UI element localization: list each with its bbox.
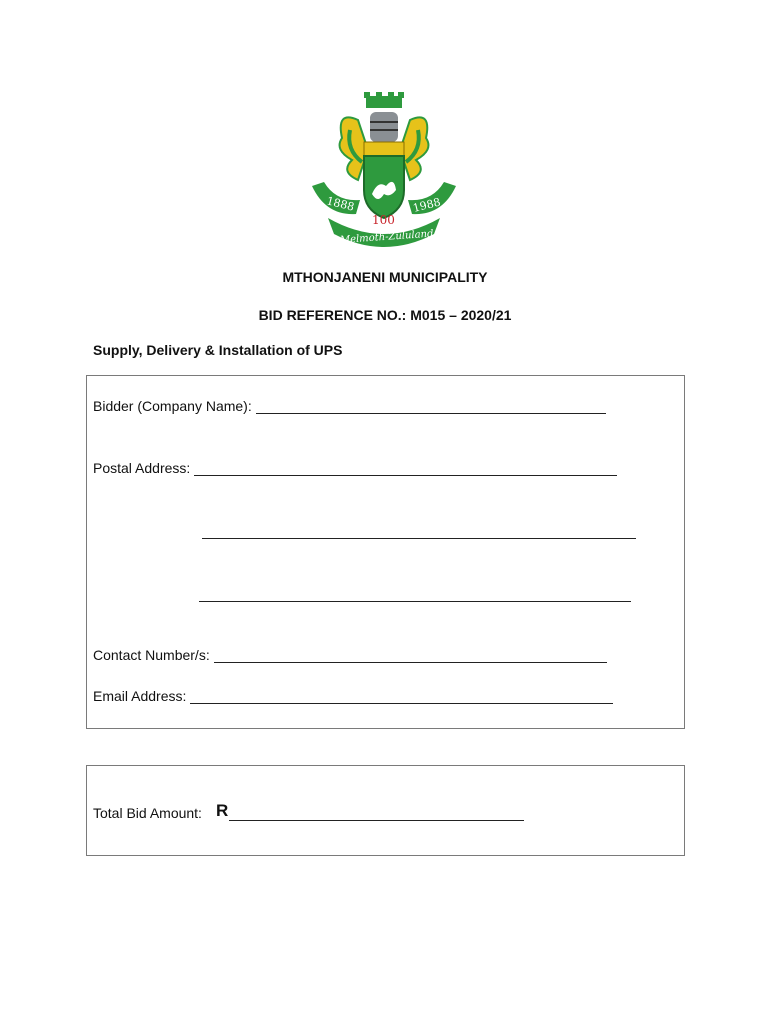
currency-symbol: R <box>215 801 229 820</box>
postal-address-field-3[interactable] <box>199 587 631 602</box>
contact-number-field[interactable] <box>214 648 607 663</box>
crest-anniversary: 100 <box>372 213 395 227</box>
bid-subject: Supply, Delivery & Installation of UPS <box>93 342 343 358</box>
postal-address-row <box>93 460 617 476</box>
bidder-details-box <box>86 375 685 729</box>
email-address-row <box>93 688 613 704</box>
crest-year-right: 1988 <box>411 195 442 215</box>
municipality-title: MTHONJANENI MUNICIPALITY <box>282 269 488 285</box>
total-bid-label: Total Bid Amount: <box>93 805 202 821</box>
bidder-name-field[interactable] <box>256 399 606 414</box>
email-address-field[interactable] <box>190 689 613 704</box>
total-bid-row <box>93 801 524 821</box>
crest-year-left: 1888 <box>325 194 356 214</box>
bid-reference: BID REFERENCE NO.: M015 – 2020/21 <box>258 307 512 323</box>
bidder-name-label: Bidder (Company Name): <box>93 398 252 414</box>
email-address-label: Email Address: <box>93 688 187 704</box>
postal-address-row-3 <box>199 587 631 602</box>
total-bid-field[interactable] <box>229 806 524 821</box>
bidder-name-row <box>93 398 606 414</box>
municipal-crest-logo <box>306 90 462 250</box>
contact-number-row <box>93 647 607 663</box>
postal-address-field-1[interactable] <box>194 461 617 476</box>
postal-address-field-2[interactable] <box>202 524 636 539</box>
coat-of-arms-icon <box>306 90 462 250</box>
contact-number-label: Contact Number/s: <box>93 647 210 663</box>
postal-address-label: Postal Address: <box>93 460 191 476</box>
postal-address-row-2 <box>202 524 636 539</box>
crest-motto: Melmoth-Zululand <box>339 228 434 247</box>
